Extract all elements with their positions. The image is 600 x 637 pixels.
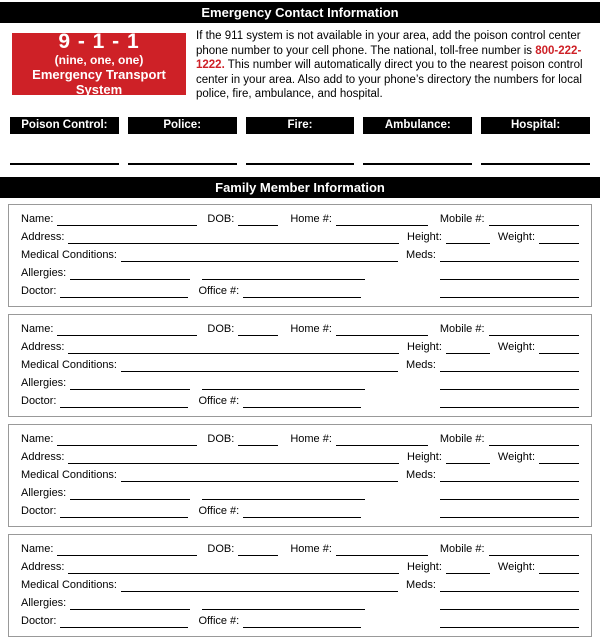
home-phone-label: Home #:	[290, 432, 332, 445]
family-member-block	[8, 204, 592, 307]
home-phone-label: Home #:	[290, 212, 332, 225]
family-members	[8, 204, 592, 637]
home-phone-field-line[interactable]	[336, 543, 428, 556]
911-system-label: Emergency Transport System	[32, 67, 166, 97]
meds-field-line-1[interactable]	[440, 579, 579, 592]
name-label: Name:	[21, 322, 54, 335]
doctor-field-line[interactable]	[60, 285, 188, 298]
911-panel	[12, 30, 186, 97]
family-member-block	[8, 534, 592, 637]
name-row	[21, 430, 579, 448]
mobile-phone-label: Mobile #:	[439, 322, 485, 335]
height-field-line[interactable]	[446, 231, 490, 244]
family-member-block	[8, 424, 592, 527]
home-phone-label: Home #:	[290, 542, 332, 555]
weight-label: Weight:	[497, 450, 535, 463]
911-spelled-out: (nine, one, one)	[54, 53, 144, 67]
contact-phone-line[interactable]	[481, 134, 590, 165]
address-field-line[interactable]	[68, 231, 399, 244]
office-phone-field-line[interactable]	[243, 615, 361, 628]
allergies-field-line-1[interactable]	[70, 597, 190, 610]
contact-column	[10, 117, 119, 165]
contact-label: Poison Control:	[10, 117, 119, 134]
medical-conditions-field-line[interactable]	[121, 469, 398, 482]
emergency-contact-header-title: Emergency Contact Information	[201, 5, 399, 20]
office-phone-field-line[interactable]	[243, 285, 361, 298]
contact-column	[246, 117, 355, 165]
meds-field-line-2[interactable]	[440, 487, 579, 500]
height-label: Height:	[407, 340, 442, 353]
meds-label: Meds:	[406, 248, 436, 261]
allergies-label: Allergies:	[21, 486, 67, 499]
medical-conditions-row	[21, 466, 579, 484]
office-phone-label: Office #:	[198, 394, 240, 407]
meds-field-line-3[interactable]	[440, 395, 579, 408]
contact-column	[363, 117, 472, 165]
height-label: Height:	[407, 560, 442, 573]
contact-label: Hospital:	[481, 117, 590, 134]
name-field-line[interactable]	[57, 323, 197, 336]
address-label: Address:	[21, 230, 65, 243]
weight-field-line[interactable]	[539, 561, 579, 574]
mobile-phone-label: Mobile #:	[439, 542, 485, 555]
medical-conditions-field-line[interactable]	[121, 359, 398, 372]
intro-text-after: This number will automatically direct you to the nearest poison control center in your area. Also add to your phone’s directory the numbers for local police, fire, ambulance, and hospital.	[196, 59, 583, 101]
meds-label: Meds:	[406, 468, 436, 481]
medical-conditions-row	[21, 246, 579, 264]
office-phone-label: Office #:	[198, 614, 240, 627]
meds-field-line-2[interactable]	[440, 377, 579, 390]
home-phone-field-line[interactable]	[336, 433, 428, 446]
medical-conditions-field-line[interactable]	[121, 249, 398, 262]
dob-label: DOB:	[207, 432, 235, 445]
office-phone-field-line[interactable]	[243, 395, 361, 408]
meds-field-line-3[interactable]	[440, 615, 579, 628]
medical-conditions-label: Medical Conditions:	[21, 468, 117, 481]
intro-paragraph	[196, 29, 590, 102]
allergies-label: Allergies:	[21, 266, 67, 279]
name-field-line[interactable]	[57, 213, 197, 226]
name-row	[21, 320, 579, 338]
contact-column	[481, 117, 590, 165]
address-field-line[interactable]	[68, 451, 399, 464]
weight-label: Weight:	[497, 560, 535, 573]
medical-conditions-label: Medical Conditions:	[21, 248, 117, 261]
dob-field-line[interactable]	[238, 543, 278, 556]
height-label: Height:	[407, 230, 442, 243]
address-row	[21, 338, 579, 356]
address-row	[21, 228, 579, 246]
address-label: Address:	[21, 340, 65, 353]
meds-field-line-3[interactable]	[440, 285, 579, 298]
dob-field-line[interactable]	[238, 433, 278, 446]
meds-field-line-3[interactable]	[440, 505, 579, 518]
meds-label: Meds:	[406, 358, 436, 371]
mobile-phone-field-line[interactable]	[489, 543, 579, 556]
intro-text-before: If the 911 system is not available in your area, add the poison control center phone number to your cell phone. The national, toll-free number is	[196, 30, 581, 57]
allergies-field-line-1[interactable]	[70, 267, 190, 280]
weight-label: Weight:	[497, 340, 535, 353]
allergies-field-line-1[interactable]	[70, 377, 190, 390]
office-phone-label: Office #:	[198, 284, 240, 297]
address-label: Address:	[21, 450, 65, 463]
contacts-row	[10, 117, 590, 165]
height-field-line[interactable]	[446, 341, 490, 354]
home-phone-field-line[interactable]	[336, 213, 428, 226]
mobile-phone-label: Mobile #:	[439, 212, 485, 225]
mobile-phone-field-line[interactable]	[489, 433, 579, 446]
doctor-label: Doctor:	[21, 394, 57, 407]
contact-column	[128, 117, 237, 165]
doctor-field-line[interactable]	[60, 615, 188, 628]
meds-field-line-1[interactable]	[440, 469, 579, 482]
dob-label: DOB:	[207, 212, 235, 225]
contact-phone-line[interactable]	[363, 134, 472, 165]
allergies-row	[21, 484, 579, 502]
allergies-field-line-1[interactable]	[70, 487, 190, 500]
weight-field-line[interactable]	[539, 341, 579, 354]
name-label: Name:	[21, 212, 54, 225]
height-field-line[interactable]	[446, 451, 490, 464]
meds-field-line-2[interactable]	[440, 597, 579, 610]
home-phone-field-line[interactable]	[336, 323, 428, 336]
911-number: 9 - 1 - 1	[58, 30, 140, 53]
allergies-row	[21, 264, 579, 282]
address-label: Address:	[21, 560, 65, 573]
doctor-row	[21, 612, 579, 630]
family-member-header	[0, 177, 600, 198]
address-field-line[interactable]	[68, 341, 399, 354]
office-phone-field-line[interactable]	[243, 505, 361, 518]
contact-label: Police:	[128, 117, 237, 134]
doctor-row	[21, 502, 579, 520]
medical-conditions-field-line[interactable]	[121, 579, 398, 592]
contact-label: Ambulance:	[363, 117, 472, 134]
contact-label: Fire:	[246, 117, 355, 134]
allergies-label: Allergies:	[21, 596, 67, 609]
family-member-block	[8, 314, 592, 417]
allergies-field-line-2[interactable]	[202, 377, 365, 390]
dob-label: DOB:	[207, 542, 235, 555]
address-field-line[interactable]	[68, 561, 399, 574]
doctor-label: Doctor:	[21, 614, 57, 627]
name-row	[21, 540, 579, 558]
name-row	[21, 210, 579, 228]
doctor-row	[21, 282, 579, 300]
meds-field-line-2[interactable]	[440, 267, 579, 280]
medical-conditions-label: Medical Conditions:	[21, 578, 117, 591]
doctor-row	[21, 392, 579, 410]
doctor-field-line[interactable]	[60, 395, 188, 408]
allergies-field-line-2[interactable]	[202, 487, 365, 500]
address-row	[21, 558, 579, 576]
allergies-row	[21, 594, 579, 612]
meds-field-line-1[interactable]	[440, 359, 579, 372]
allergies-field-line-2[interactable]	[202, 267, 365, 280]
weight-field-line[interactable]	[539, 451, 579, 464]
medical-conditions-row	[21, 576, 579, 594]
contact-phone-line[interactable]	[246, 134, 355, 165]
dob-label: DOB:	[207, 322, 235, 335]
allergies-field-line-2[interactable]	[202, 597, 365, 610]
meds-label: Meds:	[406, 578, 436, 591]
meds-field-line-1[interactable]	[440, 249, 579, 262]
height-field-line[interactable]	[446, 561, 490, 574]
height-label: Height:	[407, 450, 442, 463]
medical-conditions-label: Medical Conditions:	[21, 358, 117, 371]
emergency-contact-header	[0, 2, 600, 23]
mobile-phone-label: Mobile #:	[439, 432, 485, 445]
mobile-phone-field-line[interactable]	[489, 323, 579, 336]
name-field-line[interactable]	[57, 543, 197, 556]
name-field-line[interactable]	[57, 433, 197, 446]
dob-field-line[interactable]	[238, 323, 278, 336]
name-label: Name:	[21, 542, 54, 555]
contact-phone-line[interactable]	[10, 134, 119, 165]
family-member-header-title: Family Member Information	[215, 179, 385, 195]
home-phone-label: Home #:	[290, 322, 332, 335]
office-phone-label: Office #:	[198, 504, 240, 517]
medical-conditions-row	[21, 356, 579, 374]
contact-phone-line[interactable]	[128, 134, 237, 165]
doctor-label: Doctor:	[21, 504, 57, 517]
name-label: Name:	[21, 432, 54, 445]
weight-label: Weight:	[497, 230, 535, 243]
top-section	[10, 30, 590, 102]
allergies-row	[21, 374, 579, 392]
doctor-label: Doctor:	[21, 284, 57, 297]
allergies-label: Allergies:	[21, 376, 67, 389]
dob-field-line[interactable]	[238, 213, 278, 226]
weight-field-line[interactable]	[539, 231, 579, 244]
mobile-phone-field-line[interactable]	[489, 213, 579, 226]
doctor-field-line[interactable]	[60, 505, 188, 518]
address-row	[21, 448, 579, 466]
poison-control-phone-number: 800-222-1222.	[196, 44, 582, 72]
